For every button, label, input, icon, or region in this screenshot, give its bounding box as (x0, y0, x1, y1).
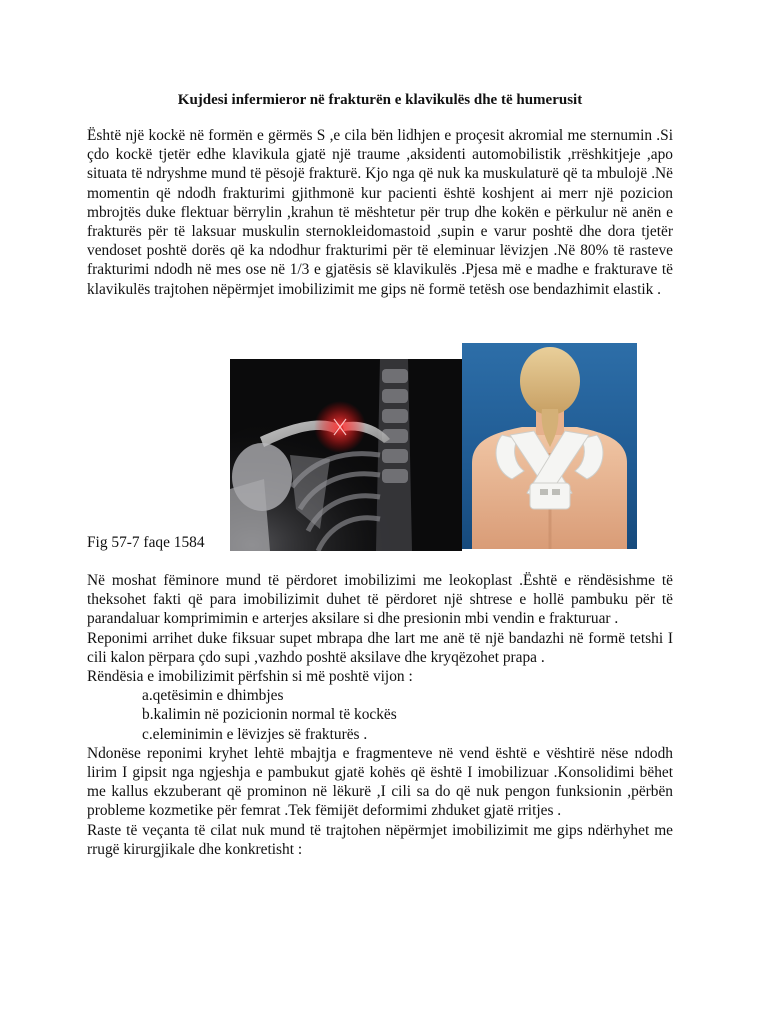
paragraph: Raste të veçanta të cilat nuk mund të trajtohen nëpërmjet imobilizimit me gips ndërhyhet me rrugë kirurgjikale dhe konkretisht : (87, 821, 673, 858)
intro-paragraph: Është një kockë në formën e gërmës S ,e cila bën lidhjen e proçesit akromial me sternumin .Si çdo kockë tjetër edhe klavikula gjatë një traume ,aksidenti automobilistik ,rrëshkitjeje ,apo situata të ndryshme mund të pësojë frakturë. Kjo nga që nuk ka muskulaturë që ta mbulojë .Në momentin që ndodh frakturimi gjithmonë kur pacienti është koshjent ai merr një pozicion mbrojtës duke flektuar bërrylin ,krahun të mështetur për trup dhe kokën e përkulur në anën e frakturës për të laksuar muskulin sternokleidomastoid ,supin e varur poshtë dhe dora tjetër vendoset poshtë dorës që ka ndodhur frakturimi për të eleminuar lëvizjen .Në 80% të rasteve frakturimi ndodh në mes ose në 1/3 e gjatësis së klavikulës .Pjesa më e madhe e frakturave të klavikulës trajtohen nëpërmjet imobilizimit me gips në formë tetësh ose bendazhimit elastik . (87, 127, 673, 298)
paragraph: Në moshat fëminore mund të përdoret imobilizimi me leokoplast .Është e rëndësishme të theksohet fakti që para imobilizimit duhet të përdoret një shtrese e hollë pambuku për të parandaluar komprimimin e arterjes aksilare si dhe presionin mbi vendin e frakturuar . (87, 572, 673, 628)
paragraph: Rëndësia e imobilizimit përfshin si më poshtë vijon : (87, 668, 413, 686)
xray-image (230, 359, 462, 551)
body-text (87, 571, 673, 859)
figure (87, 343, 673, 549)
list-item: b.kalimin në pozicionin normal të kockës (142, 706, 397, 724)
paragraph: Ndonëse reponimi kryhet lehtë mbajtja e fragmenteve në vend është e vështirë nëse ndodh lirim I gipsit nga ngjeshja e pambukut gjatë kohës që është I imobilizuar .Konsolidimi bëhet me kallus ekzuberant që prominon në lëkurë ,I cili sa do që nuk pengon funksionin ,përbën probleme kozmetike për femrat .Tek fëmijët deformimi zhduket gjatë rritjes . (87, 744, 673, 820)
list-item: c.eleminimin e lëvizjes së frakturës . (142, 725, 368, 743)
clavicle-brace-photo (462, 343, 637, 549)
importance-list (87, 686, 673, 744)
list-item: a.qetësimin e dhimbjes (142, 687, 284, 705)
document-title: Kujdesi infermieror në frakturën e klavikulës dhe të humerusit (177, 92, 583, 108)
figure-caption: Fig 57-7 faqe 1584 (87, 534, 205, 551)
paragraph: Reponimi arrihet duke fiksuar supet mbrapa dhe lart me anë të një bandazhi në formë tetshi I cili kalon përpara çdo supi ,vazhdo poshtë aksilave dhe kryqëzohet prapa . (87, 629, 673, 666)
